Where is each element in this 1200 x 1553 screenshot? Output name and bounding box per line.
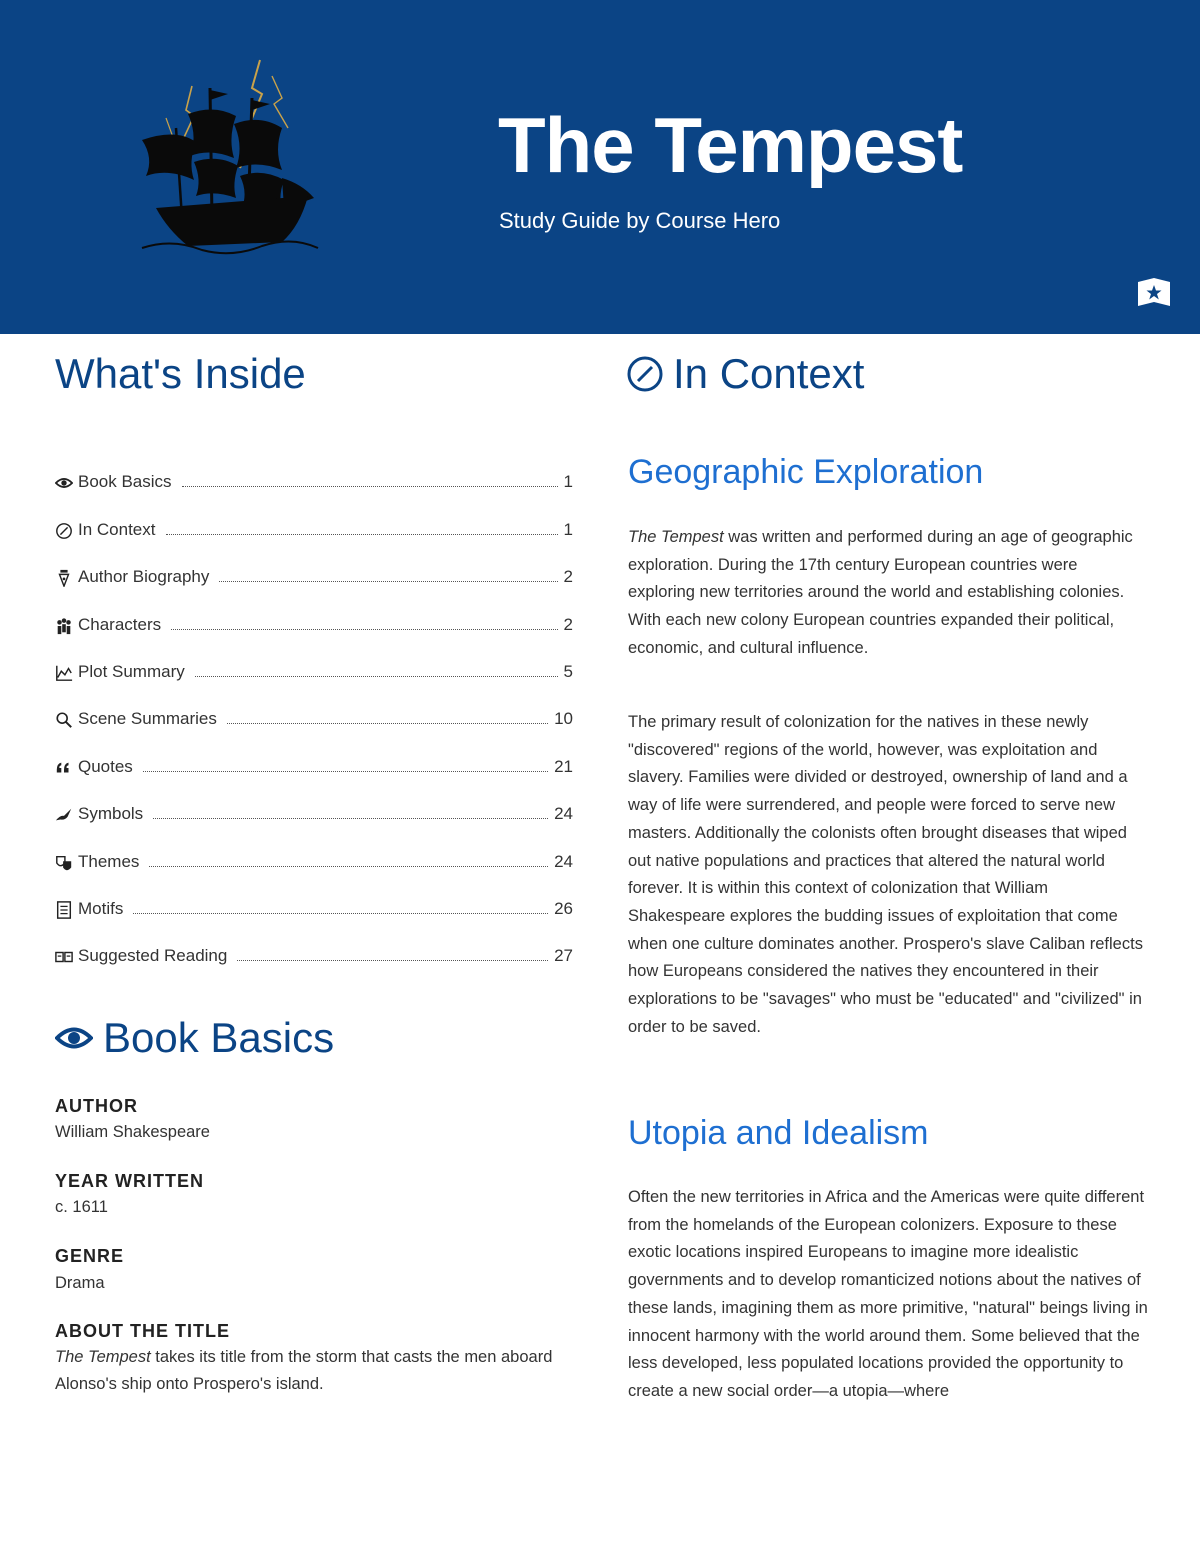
- about-title-block: [55, 1321, 575, 1398]
- toc-label: Book Basics: [78, 472, 172, 492]
- toc-leader: [149, 866, 548, 867]
- author-value: William Shakespeare: [55, 1123, 210, 1141]
- toc-label: Author Biography: [78, 567, 210, 587]
- about-title-italic: The Tempest: [55, 1348, 151, 1366]
- magnifier-icon: [55, 710, 77, 730]
- toc-item-motifs[interactable]: [55, 873, 573, 920]
- year-label: YEAR WRITTEN: [55, 1171, 204, 1191]
- toc-item-plot-summary[interactable]: [55, 636, 573, 683]
- toc-leader: [143, 771, 548, 772]
- year-block: [55, 1171, 575, 1221]
- bird-icon: [55, 805, 77, 825]
- geo-p1-body: was written and performed during an age of geographic exploration. During the 17th century European countries were exploring new territories around the world and establishing colonies. With each new colony European countries expanded their political, economic, and cultural influence.: [628, 528, 1133, 657]
- toc-leader: [166, 534, 558, 535]
- geographic-exploration-heading: Geographic Exploration: [628, 453, 984, 491]
- toc-item-themes[interactable]: [55, 825, 573, 872]
- toc-page-number: 24: [554, 851, 573, 871]
- toc-item-scene-summaries[interactable]: [55, 683, 573, 730]
- about-title-body: takes its title from the storm that casts the men aboard Alonso's ship onto Prospero's island.: [55, 1348, 553, 1393]
- geographic-paragraph-1: [628, 524, 1148, 663]
- books-icon: [55, 947, 77, 967]
- in-context-heading: [627, 350, 864, 398]
- toc-page-number: 27: [554, 946, 573, 966]
- document-icon: [55, 900, 77, 920]
- toc-label: Suggested Reading: [78, 946, 228, 966]
- course-hero-logo-icon: [1137, 278, 1171, 308]
- toc-label: Quotes: [78, 756, 133, 776]
- compass-icon: [55, 521, 77, 541]
- toc-item-symbols[interactable]: [55, 778, 573, 825]
- compass-icon: [627, 356, 663, 392]
- genre-value: Drama: [55, 1274, 105, 1292]
- toc-item-author-biography[interactable]: [55, 541, 573, 588]
- about-title-text: [55, 1344, 575, 1398]
- about-title-label: ABOUT THE TITLE: [55, 1321, 230, 1341]
- toc-label: Themes: [78, 851, 140, 871]
- toc-page-number: 1: [563, 519, 573, 539]
- toc-leader: [171, 629, 557, 630]
- toc-label: Plot Summary: [78, 661, 185, 681]
- pen-nib-icon: [55, 568, 77, 588]
- toc-leader: [195, 676, 558, 677]
- toc-page-number: 2: [563, 614, 573, 634]
- genre-block: [55, 1246, 575, 1297]
- toc-leader: [153, 818, 548, 819]
- toc-label: Symbols: [78, 804, 144, 824]
- toc-leader: [133, 913, 548, 914]
- toc-page-number: 2: [563, 567, 573, 587]
- toc-item-suggested-reading[interactable]: [55, 920, 573, 967]
- toc-page-number: 26: [554, 898, 573, 918]
- year-value: c. 1611: [55, 1198, 108, 1216]
- toc-leader: [237, 960, 548, 961]
- utopia-idealism-heading: Utopia and Idealism: [628, 1114, 929, 1152]
- toc-page-number: 24: [554, 804, 573, 824]
- quote-icon: [55, 758, 77, 778]
- document-subtitle: Study Guide by Course Hero: [499, 208, 781, 233]
- author-block: [55, 1096, 575, 1146]
- toc-leader: [227, 723, 548, 724]
- toc-page-number: 5: [563, 661, 573, 681]
- ship-storm-illustration: [132, 58, 320, 258]
- table-of-contents: [55, 446, 573, 967]
- toc-label: Scene Summaries: [78, 709, 217, 729]
- toc-leader: [219, 581, 557, 582]
- toc-page-number: 10: [554, 709, 573, 729]
- book-basics-heading: [55, 1014, 334, 1062]
- toc-leader: [182, 486, 558, 487]
- utopia-paragraph-1: Often the new territories in Africa and the Americas were quite different from the homelands of the European colonizers. Exposure to these exotic locations inspired Europeans to imagine more idealistic governments and to develop romanticized notions about the natives of these lands, imagining them as more primitive, "natural" beings living in innocent harmony with the world around them. Some believed that the less developed, less populated locations provided the opportunity to create a new social order—a utopia—where: [628, 1188, 1148, 1400]
- eye-icon: [55, 473, 77, 493]
- eye-icon: [55, 1025, 93, 1051]
- toc-label: Motifs: [78, 898, 124, 918]
- toc-page-number: 21: [554, 756, 573, 776]
- toc-item-quotes[interactable]: [55, 730, 573, 777]
- genre-label: GENRE: [55, 1246, 125, 1266]
- cover-header: [0, 0, 1200, 334]
- document-title: The Tempest: [498, 101, 963, 189]
- toc-item-book-basics[interactable]: [55, 446, 573, 493]
- line-chart-icon: [55, 663, 77, 683]
- toc-item-in-context[interactable]: [55, 493, 573, 540]
- book-basics-heading-text: Book Basics: [103, 1014, 335, 1061]
- toc-page-number: 1: [563, 472, 573, 492]
- toc-label: Characters: [78, 614, 162, 634]
- author-label: AUTHOR: [55, 1096, 138, 1116]
- geographic-paragraph-2: The primary result of colonization for the natives in these newly "discovered" regions of the world, however, was exploitation and slavery. Families were divided or destroyed, ownership of land and a way of life were surrendered, and people were forced to serve new masters. Additionally the colonists often brought diseases that wiped out native populations and practices that altered the natural world forever. It is within this context of colonization that William Shakespeare explores the budding issues of exploitation that come when one culture dominates another. Prospero's slave Caliban reflects how Europeans considered the natives they encountered in their explorations to be "savages" who must be "educated" and "civilized" in order to be saved.: [628, 713, 1143, 1036]
- people-icon: [55, 616, 77, 636]
- whats-inside-heading: What's Inside: [55, 350, 306, 397]
- toc-item-characters[interactable]: [55, 588, 573, 635]
- toc-label: In Context: [78, 519, 156, 539]
- geo-p1-italic: The Tempest: [628, 528, 724, 546]
- masks-icon: [55, 853, 77, 873]
- in-context-heading-text: In Context: [673, 350, 865, 397]
